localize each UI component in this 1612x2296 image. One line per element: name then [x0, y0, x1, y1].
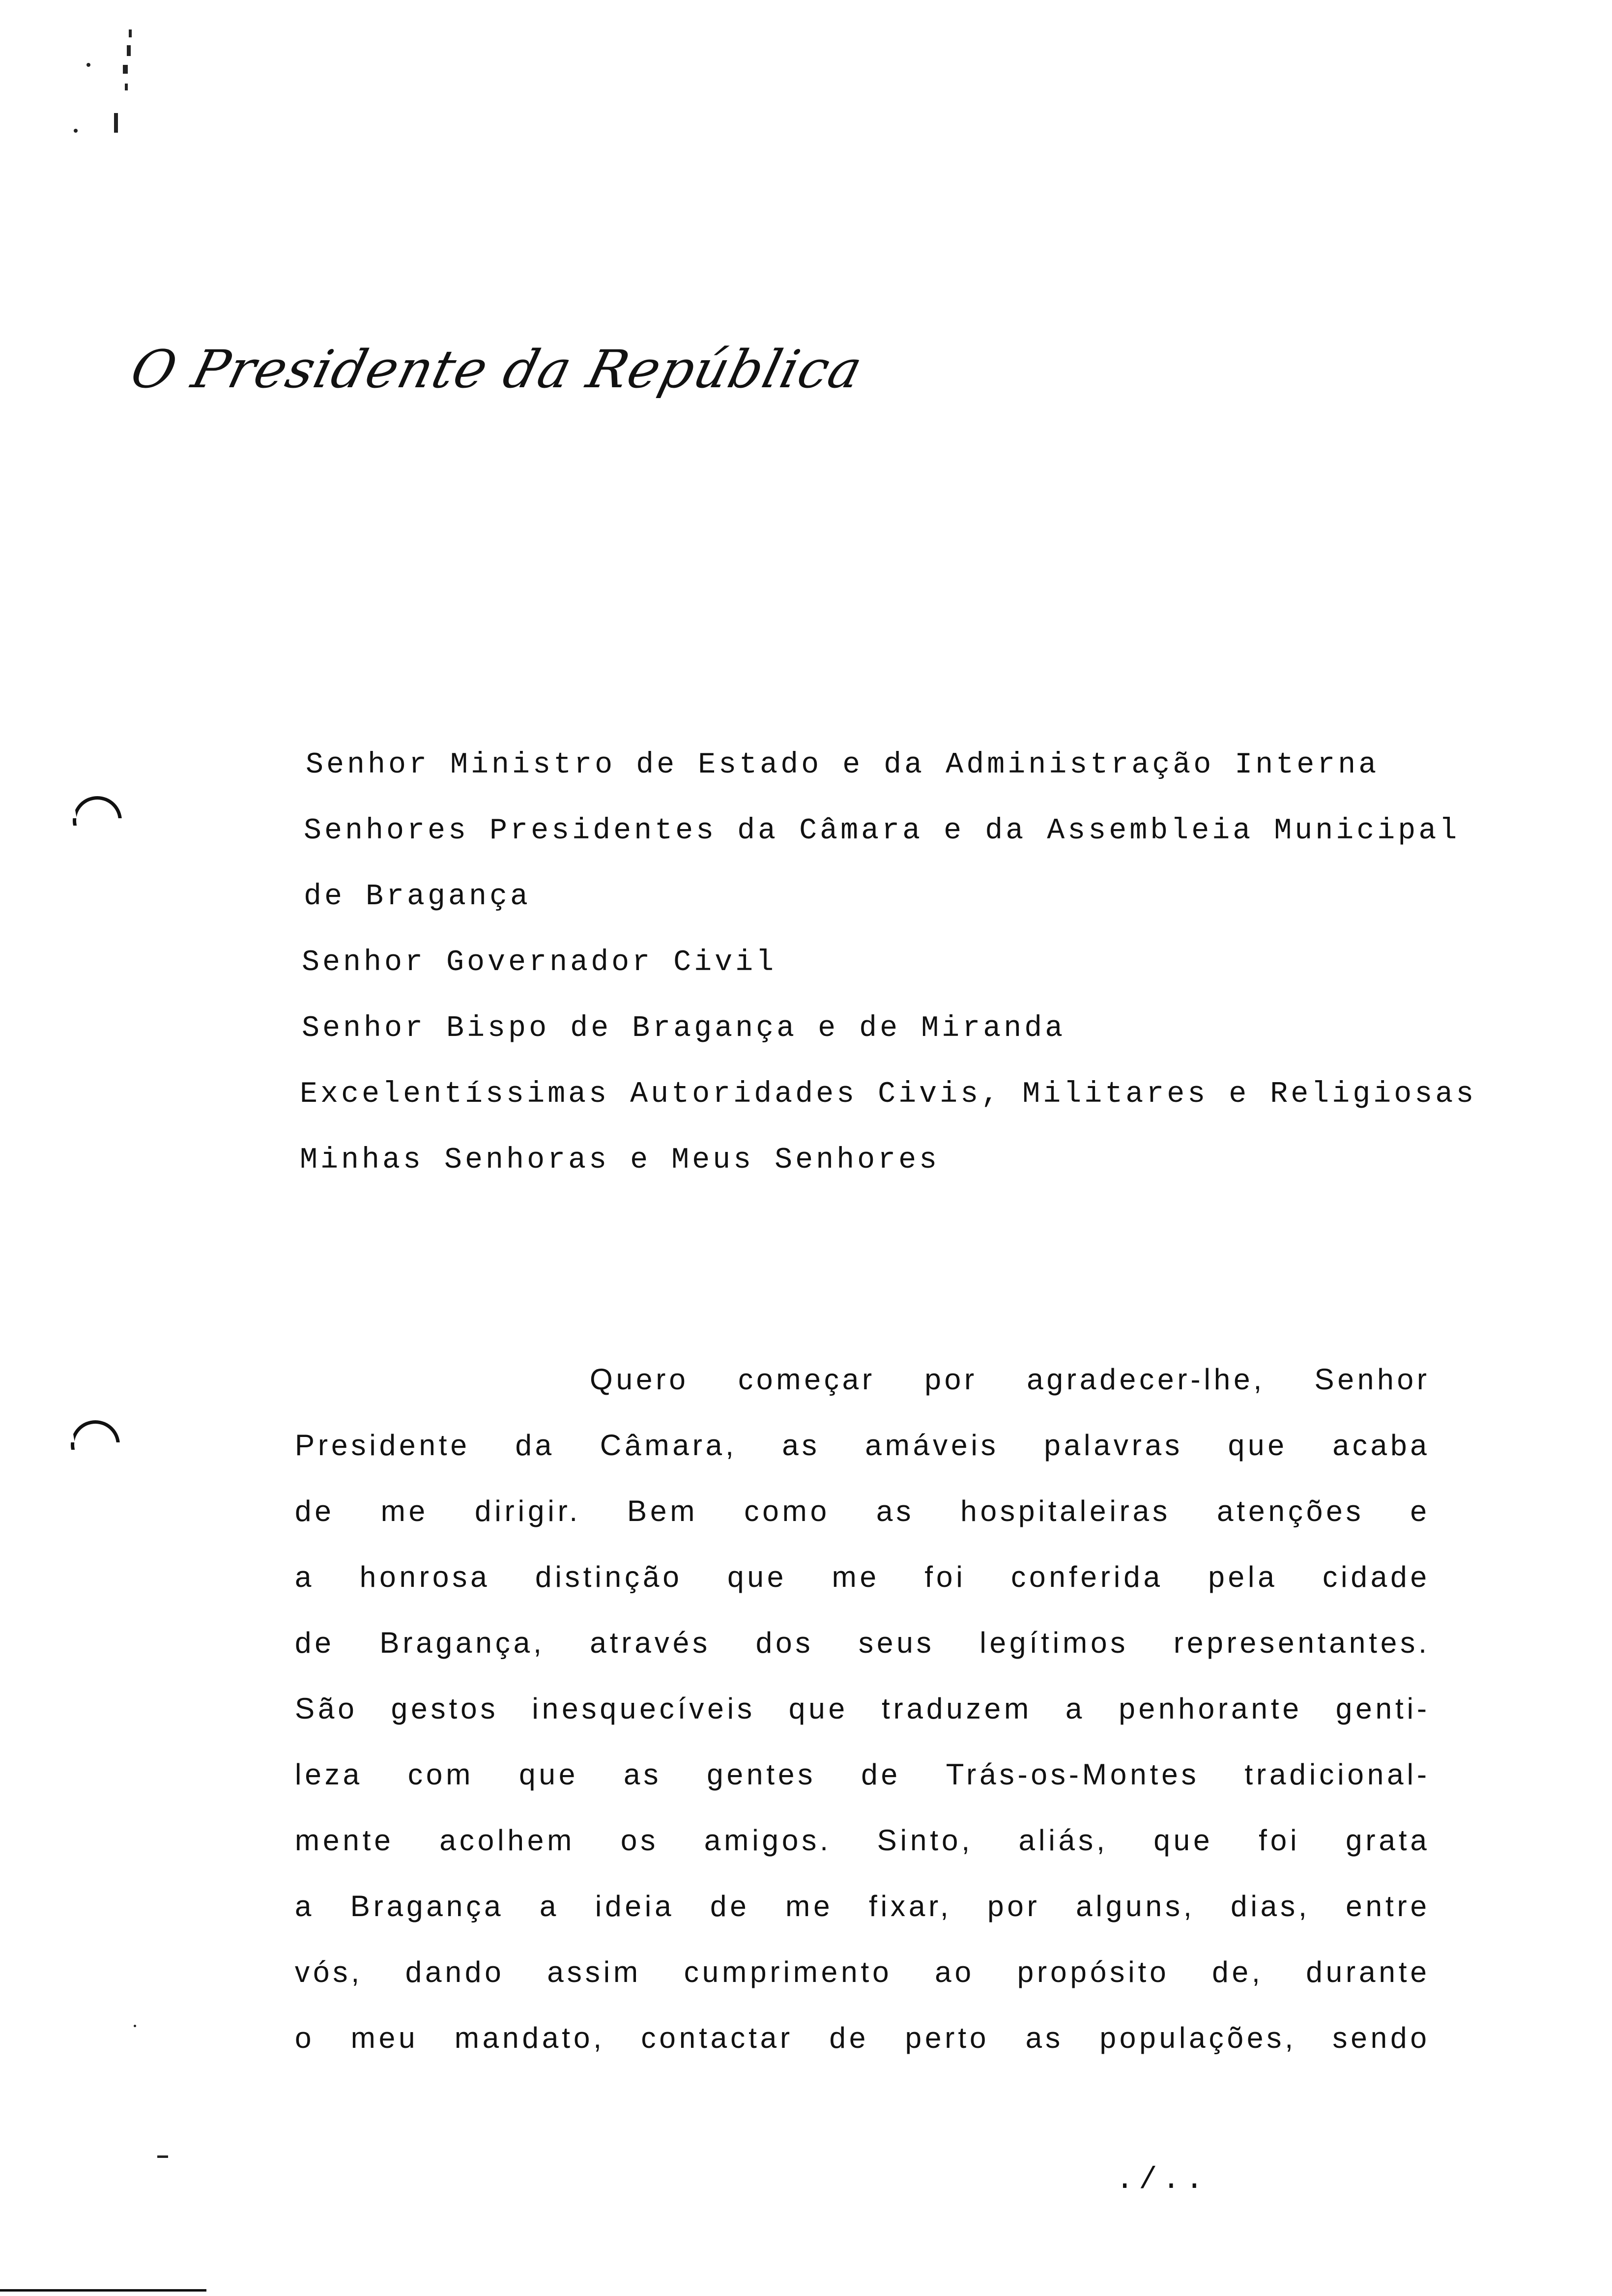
word: de	[295, 1494, 335, 1527]
scan-mark	[86, 63, 90, 67]
word: Quero	[590, 1363, 689, 1396]
word: São	[295, 1692, 358, 1725]
word: agradecer-lhe,	[1027, 1363, 1266, 1396]
body-line	[295, 1939, 1430, 2005]
word: dias,	[1231, 1890, 1310, 1923]
word: representantes.	[1174, 1626, 1430, 1659]
word: ao	[935, 1955, 975, 1988]
salutation-line: Minhas Senhoras e Meus Senhores	[300, 1144, 940, 1177]
salutation-line: Senhores Presidentes da Câmara e da Assembleia Municipal	[304, 814, 1460, 848]
word: amáveis	[865, 1429, 999, 1462]
word: palavras	[1044, 1429, 1183, 1462]
word: durante	[1306, 1955, 1430, 1988]
scan-mark	[134, 2025, 136, 2027]
word: com	[407, 1758, 474, 1791]
word: dos	[755, 1626, 814, 1659]
word: penhorante	[1119, 1692, 1302, 1725]
word: me	[785, 1890, 834, 1923]
word: foi	[924, 1560, 966, 1593]
scan-mark	[129, 29, 132, 37]
body-line	[295, 1412, 1430, 1478]
word: Trás-os-Montes	[946, 1758, 1200, 1791]
salutation-line: Senhor Ministro de Estado e da Administração Interna	[306, 748, 1380, 782]
word: contactar	[641, 2021, 794, 2054]
word: aliás,	[1018, 1824, 1108, 1857]
body-line	[295, 2005, 1430, 2071]
word: Presidente	[295, 1429, 470, 1462]
salutation-line: Senhor Governador Civil	[302, 946, 777, 979]
word: traduzem	[881, 1692, 1033, 1725]
scan-mark	[127, 45, 131, 56]
word: amigos.	[704, 1824, 832, 1857]
word: conferida	[1011, 1560, 1163, 1593]
body-line	[295, 1742, 1430, 1808]
word: tradicional-	[1244, 1758, 1430, 1791]
scan-edge-line	[0, 2289, 206, 2292]
word: dirigir.	[474, 1494, 581, 1527]
body-line	[295, 1610, 1430, 1676]
word: que	[727, 1560, 787, 1593]
word: da	[515, 1429, 555, 1462]
word: acolhem	[439, 1824, 576, 1857]
word: de	[861, 1758, 901, 1791]
word: de	[295, 1626, 335, 1659]
word: Bragança,	[379, 1626, 545, 1659]
word: perto	[905, 2021, 990, 2054]
word: assim	[547, 1955, 642, 1988]
salutation-block	[300, 732, 1477, 1193]
letterhead-title: O Presidente da República	[125, 339, 869, 400]
body-line	[295, 1676, 1430, 1742]
word: meu	[350, 2021, 419, 2054]
word: Câmara,	[600, 1429, 737, 1462]
word: propósito	[1017, 1955, 1170, 1988]
word: e	[1410, 1494, 1430, 1527]
word: que	[519, 1758, 579, 1791]
word: gestos	[391, 1692, 499, 1725]
word: acaba	[1332, 1429, 1430, 1462]
word: a	[1065, 1692, 1086, 1725]
word: o	[295, 2021, 315, 2054]
word: por	[987, 1890, 1040, 1923]
word: grata	[1346, 1824, 1430, 1857]
word: de,	[1212, 1955, 1264, 1988]
scan-mark	[125, 84, 128, 90]
word: atenções	[1217, 1494, 1364, 1527]
body-line	[295, 1347, 1430, 1412]
word: Bragança	[350, 1890, 504, 1923]
word: de	[829, 2021, 869, 2054]
word: a	[540, 1890, 560, 1923]
body-line	[295, 1544, 1430, 1610]
word: Senhor	[1314, 1363, 1430, 1396]
word: começar	[738, 1363, 876, 1396]
punch-hole-mark	[71, 1420, 120, 1469]
word: os	[620, 1824, 659, 1857]
word: as	[876, 1494, 915, 1527]
body-line	[295, 1873, 1430, 1939]
word: seus	[859, 1626, 935, 1659]
word: como	[744, 1494, 831, 1527]
word: mandato,	[454, 2021, 605, 2054]
word: fixar,	[868, 1890, 952, 1923]
word: populações,	[1099, 2021, 1297, 2054]
word: que	[1153, 1824, 1213, 1857]
body-line	[295, 1478, 1430, 1544]
word: que	[1228, 1429, 1288, 1462]
salutation-line: Excelentíssimas Autoridades Civis, Militares e Religiosas	[300, 1078, 1477, 1111]
word: gentes	[707, 1758, 816, 1791]
punch-hole-mark	[73, 796, 122, 845]
word: através	[590, 1626, 711, 1659]
word: sendo	[1332, 2021, 1430, 2054]
word: cidade	[1323, 1560, 1430, 1593]
body-paragraph	[295, 1347, 1430, 2071]
word: a	[295, 1890, 315, 1923]
word: as	[782, 1429, 820, 1462]
word: alguns,	[1076, 1890, 1195, 1923]
word: pela	[1208, 1560, 1278, 1593]
word: me	[380, 1494, 429, 1527]
salutation-line: de Bragança	[304, 880, 531, 914]
word: as	[624, 1758, 662, 1791]
word: Sinto,	[877, 1824, 974, 1857]
scan-mark	[74, 129, 78, 133]
word: Bem	[627, 1494, 698, 1527]
body-line	[295, 1808, 1430, 1873]
scan-mark	[157, 2155, 168, 2158]
word: vós,	[295, 1955, 363, 1988]
word: dando	[405, 1955, 505, 1988]
word: por	[924, 1363, 978, 1396]
word: as	[1025, 2021, 1064, 2054]
word: de	[710, 1890, 750, 1923]
word: inesquecíveis	[532, 1692, 755, 1725]
word: a	[295, 1560, 315, 1593]
word: foi	[1259, 1824, 1300, 1857]
word: hospitaleiras	[960, 1494, 1171, 1527]
word: distinção	[535, 1560, 683, 1593]
word: entre	[1346, 1890, 1430, 1923]
word: que	[788, 1692, 849, 1725]
word: cumprimento	[684, 1955, 892, 1988]
salutation-line: Senhor Bispo de Bragança e de Miranda	[302, 1012, 1066, 1045]
word: ideia	[595, 1890, 675, 1923]
scan-mark	[114, 113, 118, 133]
word: genti-	[1335, 1692, 1430, 1725]
word: honrosa	[359, 1560, 490, 1593]
word: mente	[295, 1824, 394, 1857]
continuation-mark: ./..	[1116, 2162, 1209, 2197]
scan-mark	[123, 65, 128, 74]
word: leza	[295, 1758, 363, 1791]
word: legítimos	[979, 1626, 1129, 1659]
word: me	[832, 1560, 880, 1593]
